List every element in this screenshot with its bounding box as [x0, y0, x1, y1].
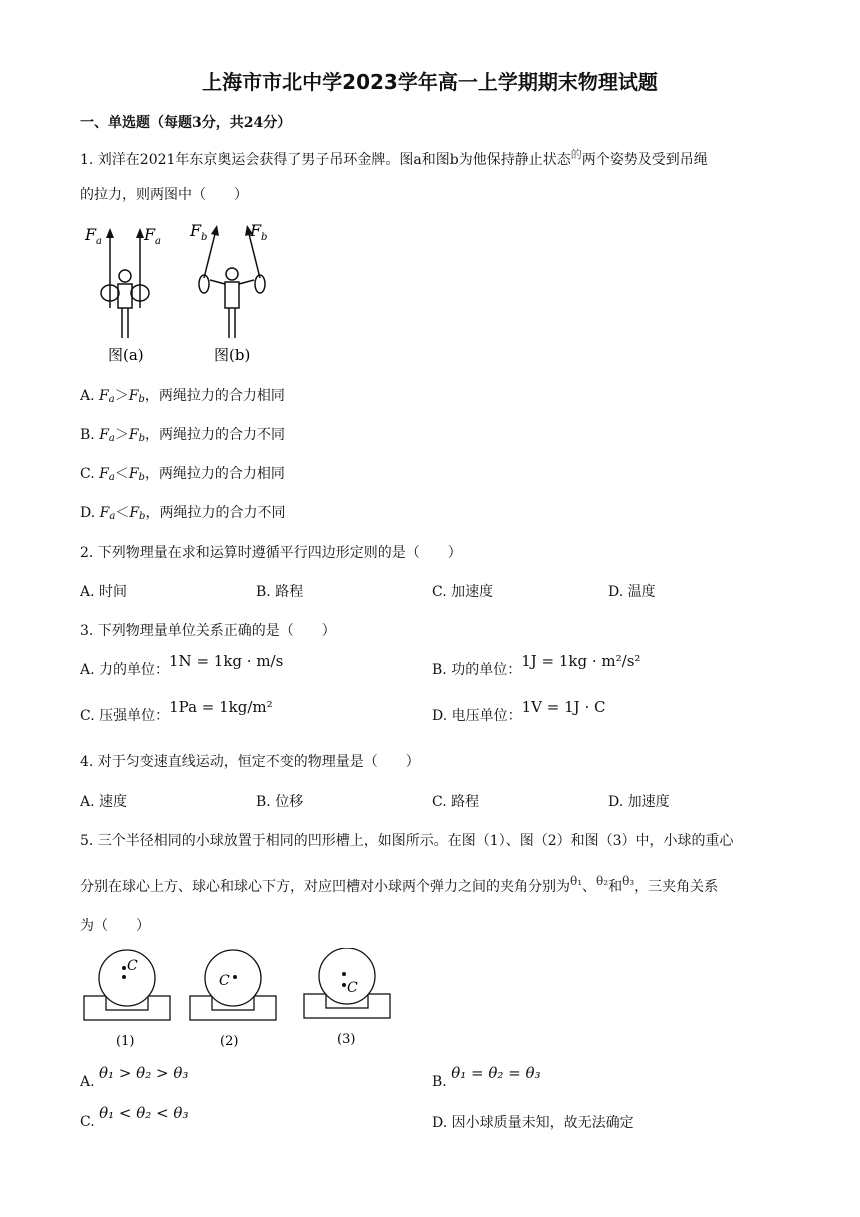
- force-subscript: a: [109, 511, 116, 522]
- q1-stem-text: 1. 刘洋在2021年东京奥运会获得了男子吊环金牌。图a和图b为他保持静止状态: [80, 152, 571, 168]
- option-label: B. 功的单位：: [432, 662, 522, 678]
- q1-stem-line1: [80, 146, 708, 169]
- q3-option-b[interactable]: [432, 652, 641, 679]
- option-text: ，两绳拉力的合力不同: [145, 505, 286, 521]
- fa-left-arrowhead: [106, 228, 114, 238]
- option-letter: D.: [80, 505, 100, 521]
- c-label-3: C: [347, 980, 358, 996]
- q4-option-d[interactable]: D. 加速度: [608, 794, 670, 810]
- q2-option-b[interactable]: B. 路程: [256, 584, 304, 600]
- fb-left-sub: b: [201, 232, 208, 243]
- ball-3-center: [342, 972, 346, 976]
- relation: ＞: [114, 427, 129, 443]
- person-b-head: [226, 268, 238, 280]
- option-letter: B.: [80, 427, 100, 443]
- q5-figure: [80, 948, 400, 1052]
- fig-b-caption: 图(b): [214, 346, 251, 364]
- q3-option-c[interactable]: [80, 698, 273, 725]
- separator: 、: [582, 879, 597, 895]
- q3-option-a[interactable]: [80, 652, 284, 679]
- option-formula: 1Pa = 1kg/m²: [169, 698, 273, 716]
- groove-figure-3: [304, 948, 390, 1047]
- option-text: ，两绳拉力的合力不同: [145, 427, 286, 443]
- option-formula: θ₁ = θ₂ = θ₃: [451, 1064, 541, 1082]
- q1-figure: [80, 218, 290, 368]
- q3-stem: 3. 下列物理量单位关系正确的是（ ）: [80, 623, 336, 639]
- option-formula: 1V = 1J · C: [521, 698, 606, 716]
- fb-right-sub: b: [261, 232, 268, 243]
- theta3-symbol: θ₃: [622, 874, 635, 888]
- option-letter: A.: [80, 1074, 95, 1090]
- option-text: ，两绳拉力的合力相同: [144, 466, 285, 482]
- q5-option-c[interactable]: [80, 1104, 189, 1130]
- ball-3-center-of-gravity: [342, 983, 346, 987]
- section-heading: 一、单选题（每题3分，共24分）: [80, 115, 292, 131]
- fig-a-caption: 图(a): [108, 346, 144, 364]
- option-letter: C.: [80, 466, 100, 482]
- q1-stem-text-b: 两个姿势及受到吊绳: [581, 152, 708, 168]
- q5-stem-text: 分别在球心上方、球心和球心下方，对应凹槽对小球两个弹力之间的夹角分别为: [80, 879, 570, 895]
- q5-stem-line1: 5. 三个半径相同的小球放置于相同的凹形槽上，如图所示。在图（1）、图（2）和图（3）中，小球的重心: [80, 833, 734, 849]
- q4-option-c[interactable]: C. 路程: [432, 794, 480, 810]
- force-subscript: a: [108, 472, 115, 483]
- fa-left-label: F: [85, 225, 97, 244]
- ball-2: [205, 950, 261, 1006]
- fa-right-arrowhead: [136, 228, 144, 238]
- force-subscript: b: [138, 394, 145, 405]
- figure-a: [84, 225, 161, 364]
- groove-figure-2: [190, 950, 276, 1049]
- fig-label-3: (3): [337, 1032, 356, 1047]
- force-subscript: a: [108, 433, 115, 444]
- ball-1-center-of-gravity: [122, 966, 126, 970]
- q1-option-d[interactable]: [80, 502, 285, 522]
- q4-stem: 4. 对于匀变速直线运动，恒定不变的物理量是（ ）: [80, 754, 420, 770]
- q5-option-a[interactable]: [80, 1064, 189, 1090]
- fb-left-label: F: [190, 221, 202, 240]
- fb-right-label: F: [250, 221, 262, 240]
- q5-stem-line3: 为（ ）: [80, 918, 150, 934]
- q5-option-d[interactable]: D. 因小球质量未知，故无法确定: [432, 1115, 634, 1131]
- ball-2-center: [233, 975, 237, 979]
- person-a-head: [119, 270, 131, 282]
- option-text: ，两绳拉力的合力相同: [144, 388, 285, 404]
- person-a-body: [118, 284, 132, 308]
- fb-left-arrowhead: [211, 225, 219, 236]
- q5-option-b[interactable]: [432, 1064, 541, 1090]
- c-label-1: C: [127, 958, 138, 974]
- option-formula: θ₁ < θ₂ < θ₃: [99, 1104, 189, 1122]
- q2-option-a[interactable]: A. 时间: [80, 584, 128, 600]
- q2-stem: 2. 下列物理量在求和运算时遵循平行四边形定则的是（ ）: [80, 545, 462, 561]
- fa-right-sub: a: [155, 236, 161, 247]
- force-symbol: F: [99, 505, 110, 521]
- fig-label-1: (1): [116, 1034, 135, 1049]
- q2-option-c[interactable]: C. 加速度: [432, 584, 494, 600]
- q1-stem-line2: 的拉力，则两图中（ ）: [80, 187, 248, 203]
- q4-option-b[interactable]: B. 位移: [256, 794, 304, 810]
- option-letter: C.: [80, 1114, 95, 1130]
- force-symbol: F: [99, 466, 109, 482]
- force-symbol: F: [129, 505, 140, 521]
- q3-option-d[interactable]: [432, 698, 606, 725]
- q5-stem-line2: [80, 876, 718, 896]
- force-symbol: F: [128, 466, 139, 482]
- option-letter: A.: [80, 388, 100, 404]
- force-symbol: F: [128, 427, 139, 443]
- fig-label-2: (2): [220, 1034, 239, 1049]
- q5-stem-text-end: ，三夹角关系: [634, 879, 719, 895]
- theta2-symbol: θ₂: [596, 874, 609, 888]
- conjunction: 和: [608, 879, 623, 895]
- force-subscript: b: [139, 511, 146, 522]
- q4-option-a[interactable]: A. 速度: [80, 794, 128, 810]
- option-label: D. 电压单位：: [432, 708, 522, 724]
- option-formula: 1N = 1kg · m/s: [169, 652, 284, 670]
- option-letter: B.: [432, 1074, 447, 1090]
- option-formula: 1J = 1kg · m²/s²: [521, 652, 641, 670]
- q2-option-d[interactable]: D. 温度: [608, 584, 656, 600]
- option-label: A. 力的单位：: [80, 662, 170, 678]
- force-subscript: b: [138, 433, 146, 444]
- person-b-body: [225, 282, 239, 308]
- fa-left-sub: a: [96, 236, 102, 247]
- person-b-arm-left: [210, 280, 225, 284]
- relation: ＜: [114, 466, 129, 482]
- force-symbol: F: [99, 388, 109, 404]
- fa-right-label: F: [144, 225, 156, 244]
- ball-1-center: [122, 975, 126, 979]
- c-label-2: C: [219, 973, 230, 989]
- q1-option-c[interactable]: [80, 463, 285, 483]
- q1-small-char: 的: [570, 148, 582, 161]
- figure-b: [189, 221, 267, 364]
- person-b-arm-right: [239, 280, 254, 284]
- q1-option-b[interactable]: [80, 424, 285, 444]
- relation: ＜: [115, 505, 130, 521]
- page-title: 上海市市北中学2023学年高一上学期期末物理试题: [202, 70, 658, 94]
- force-subscript: b: [138, 472, 145, 483]
- theta1-symbol: θ₁: [570, 874, 583, 888]
- relation: ＞: [114, 388, 129, 404]
- groove-figure-1: [84, 950, 170, 1049]
- option-label: C. 压强单位：: [80, 708, 170, 724]
- force-symbol: F: [128, 388, 139, 404]
- option-formula: θ₁ > θ₂ > θ₃: [99, 1064, 189, 1082]
- force-symbol: F: [99, 427, 109, 443]
- q1-option-a[interactable]: [80, 385, 285, 405]
- force-subscript: a: [108, 394, 115, 405]
